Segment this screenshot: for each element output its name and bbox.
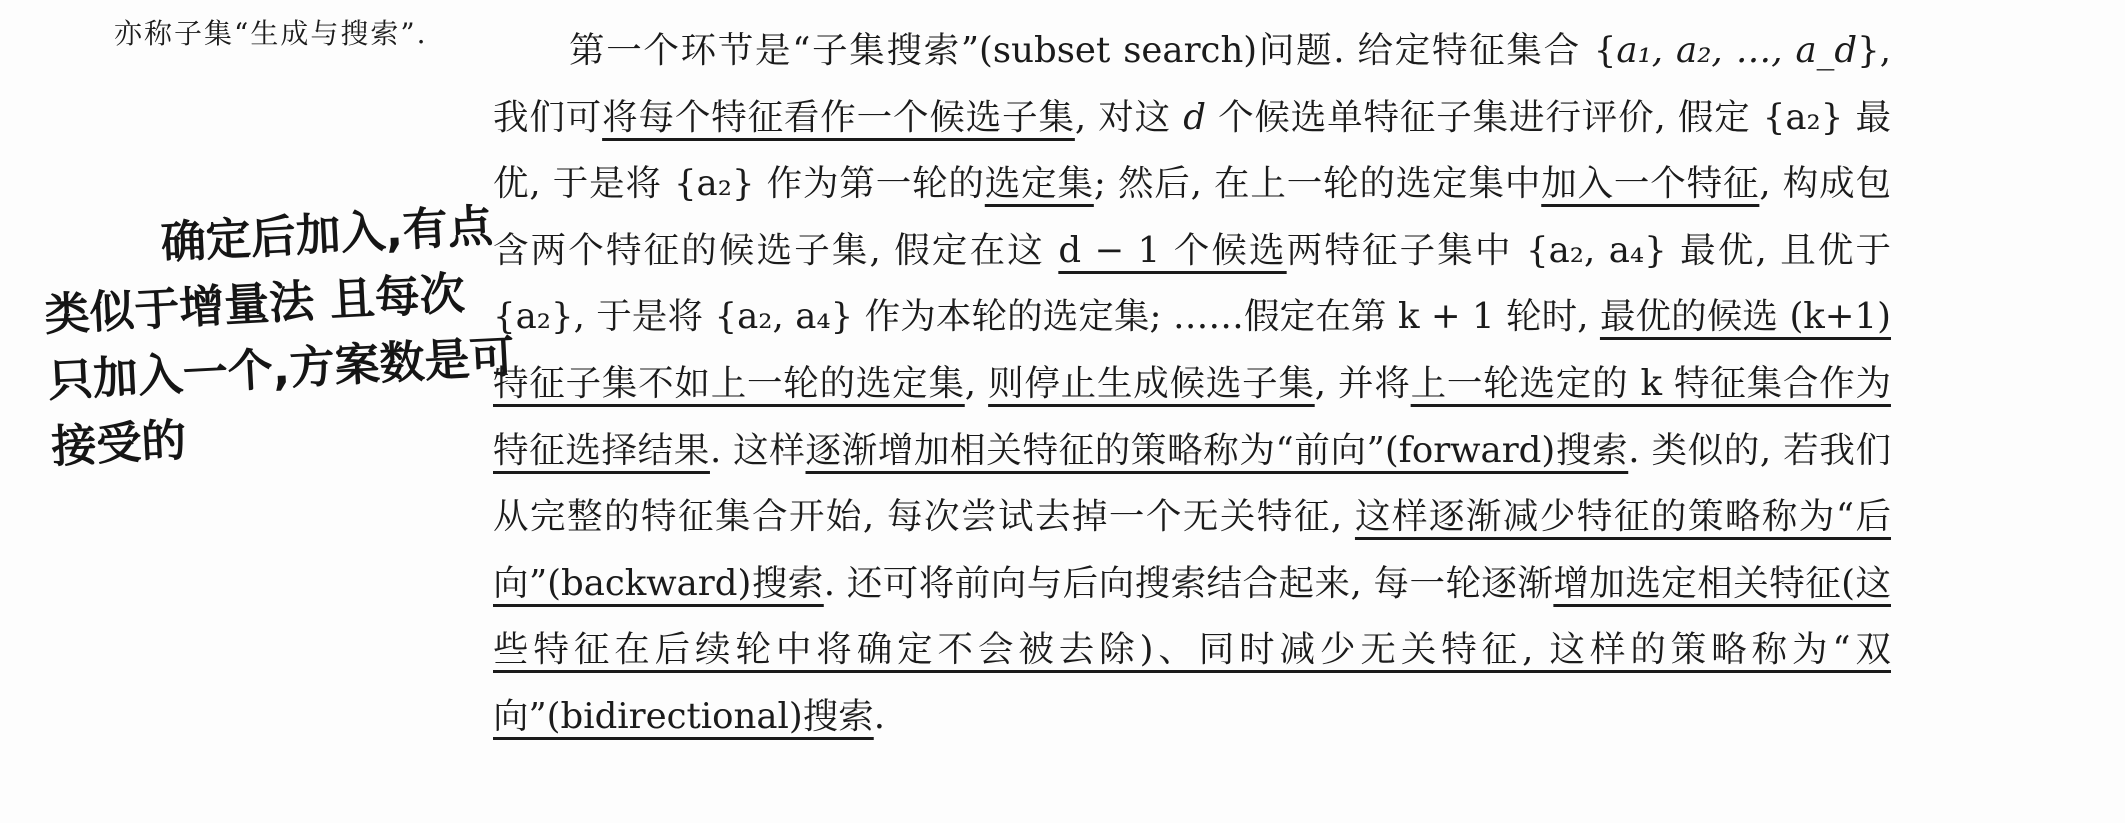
underlined-phrase: 则停止生成候选子集 xyxy=(988,362,1315,404)
handwritten-line: 只加入一个,方案数是可 xyxy=(46,330,516,408)
text-run: 两特征子集中 {a₂, a₄} 最优, 且优于 {a₂}, 于是将 {a₂, a₄} 作为本轮的选定集; ……假定在第 k + 1 轮时, xyxy=(493,229,1892,338)
text-run: 个候选单特征子集进行评价, 假定 {a₂} 最优, 于是将 {a₂} 作为第一轮的 xyxy=(493,96,1891,205)
text-run: , 构成包含两个特征的候选子集, 假定在这 xyxy=(493,163,1891,271)
math-run: d xyxy=(1183,96,1206,138)
handwritten-line: 接受的 xyxy=(50,413,188,474)
underlined-phrase: 选定集 xyxy=(984,163,1094,205)
underlined-phrase: 增加选定相关特征(这些特征在后续轮中将确定不会被去除)、同时减少无关特征, 这样的策略称为“双向”(bidirectional)搜索 xyxy=(493,562,1891,737)
text-run: }, 我们可 xyxy=(493,30,1891,138)
underlined-phrase: 逐渐增加相关特征的策略称为“前向”(forward)搜索 xyxy=(805,429,1629,471)
text-run: ; 然后, 在上一轮的选定集中 xyxy=(1093,163,1542,205)
text-run: . 这样 xyxy=(709,429,806,471)
margin-note: 亦称子集“生成与搜索”. xyxy=(114,17,428,50)
text-run: . xyxy=(873,695,886,737)
body-paragraph xyxy=(493,18,1891,751)
handwritten-annotation xyxy=(39,194,516,481)
text-run: , 并将 xyxy=(1314,362,1411,404)
handwritten-line: 类似于增量法 且每次 xyxy=(43,266,467,342)
underlined-phrase: 加入一个特征 xyxy=(1541,163,1760,205)
text-run: , 对这 xyxy=(1074,96,1184,138)
underlined-phrase: 将每个特征看作一个候选子集 xyxy=(602,96,1075,138)
underlined-phrase: 上一轮选定的 k 特征集合作为特征选择结果 xyxy=(493,362,1891,471)
text-run: . 还可将前向与后向搜索结合起来, 每一轮逐渐 xyxy=(823,562,1554,604)
underlined-phrase: 最优的候选 (k+1) 特征子集不如上一轮的选定集 xyxy=(493,296,1891,404)
text-run: , xyxy=(964,362,989,404)
text-run: . 类似的, 若我们从完整的特征集合开始, 每次尝试去掉一个无关特征, xyxy=(493,429,1891,538)
handwritten-line: 确定后加入,有点 xyxy=(159,199,494,270)
math-run: a₁, a₂, …, a_d xyxy=(1616,30,1858,71)
underlined-phrase: 这样逐渐减少特征的策略称为“后向”(backward)搜索 xyxy=(493,496,1891,604)
underlined-phrase: d − 1 个候选 xyxy=(1058,229,1287,271)
text-run: 第一个环节是“子集搜索”(subset search)问题. 给定特征集合 { xyxy=(569,30,1617,71)
